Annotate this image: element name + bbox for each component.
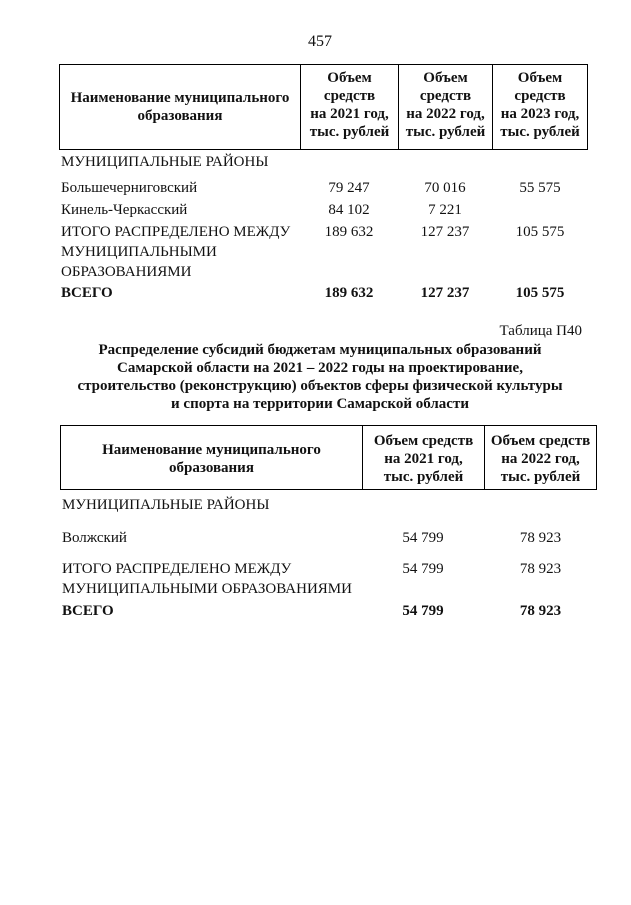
total-2022: 127 237 bbox=[420, 285, 470, 301]
amount-2022: 7 221 bbox=[428, 202, 462, 218]
total-row bbox=[59, 283, 588, 303]
table-row bbox=[60, 528, 597, 548]
amount-2022: 127 237 bbox=[420, 224, 470, 240]
column-header-2022: Объем средств на 2022 год, тыс. рублей bbox=[398, 64, 492, 150]
total-2021: 189 632 bbox=[324, 285, 374, 301]
total-2023: 105 575 bbox=[515, 285, 565, 301]
total-2022: 78 923 bbox=[519, 603, 562, 619]
total-label: ВСЕГО bbox=[62, 603, 114, 619]
municipality-name: Волжский bbox=[62, 530, 127, 546]
amount-2021: 79 247 bbox=[328, 180, 370, 196]
subtotal-row bbox=[59, 222, 588, 282]
subtotal-label: ИТОГО РАСПРЕДЕЛЕНО МЕЖДУ МУНИЦИПАЛЬНЫМИ ОБРАЗОВАНИЯМИ bbox=[61, 224, 291, 280]
subtotal-label: ИТОГО РАСПРЕДЕЛЕНО МЕЖДУ МУНИЦИПАЛЬНЫМИ ОБРАЗОВАНИЯМИ bbox=[62, 561, 352, 597]
amount-2023: 55 575 bbox=[519, 180, 561, 196]
section-row bbox=[59, 152, 300, 172]
amount-2021: 189 632 bbox=[324, 224, 374, 240]
section-label: МУНИЦИПАЛЬНЫЕ РАЙОНЫ bbox=[62, 497, 270, 513]
table-row bbox=[59, 200, 588, 220]
amount-2021: 84 102 bbox=[328, 202, 370, 218]
column-header-municipality: Наименование муниципального образования bbox=[60, 425, 362, 490]
table1-header bbox=[59, 64, 588, 150]
section-label: МУНИЦИПАЛЬНЫЕ РАЙОНЫ bbox=[61, 154, 269, 170]
column-header-2021: Объем средств на 2021 год, тыс. рублей bbox=[300, 64, 398, 150]
total-row bbox=[60, 601, 597, 621]
table-caption: Таблица П40 bbox=[499, 323, 582, 339]
amount-2021: 54 799 bbox=[402, 530, 444, 546]
total-label: ВСЕГО bbox=[61, 285, 113, 301]
subtotal-row bbox=[60, 559, 597, 599]
amount-2023: 105 575 bbox=[515, 224, 565, 240]
column-header-2023: Объем средств на 2023 год, тыс. рублей bbox=[492, 64, 588, 150]
column-header-2021: Объем средств на 2021 год, тыс. рублей bbox=[362, 425, 484, 490]
column-header-2022: Объем средств на 2022 год, тыс. рублей bbox=[484, 425, 597, 490]
municipality-name: Большечерниговский bbox=[61, 180, 198, 196]
table2-header bbox=[60, 425, 597, 490]
page-number: 457 bbox=[308, 33, 332, 50]
table-row bbox=[59, 178, 588, 198]
amount-2022: 70 016 bbox=[424, 180, 466, 196]
municipality-name: Кинель-Черкасский bbox=[61, 202, 188, 218]
section-row bbox=[60, 495, 362, 515]
amount-2022: 78 923 bbox=[519, 561, 562, 577]
total-2021: 54 799 bbox=[402, 603, 444, 619]
amount-2021: 54 799 bbox=[402, 561, 444, 577]
amount-2022: 78 923 bbox=[519, 530, 562, 546]
column-header-municipality: Наименование муниципального образования bbox=[59, 64, 300, 150]
table-title: Распределение субсидий бюджетам муниципальных образований Самарской области на 2021 – 2022 годы на проектирование, строительство (реконструкцию) объектов сферы физической культуры и спорта на территории Самарской области bbox=[77, 342, 563, 412]
